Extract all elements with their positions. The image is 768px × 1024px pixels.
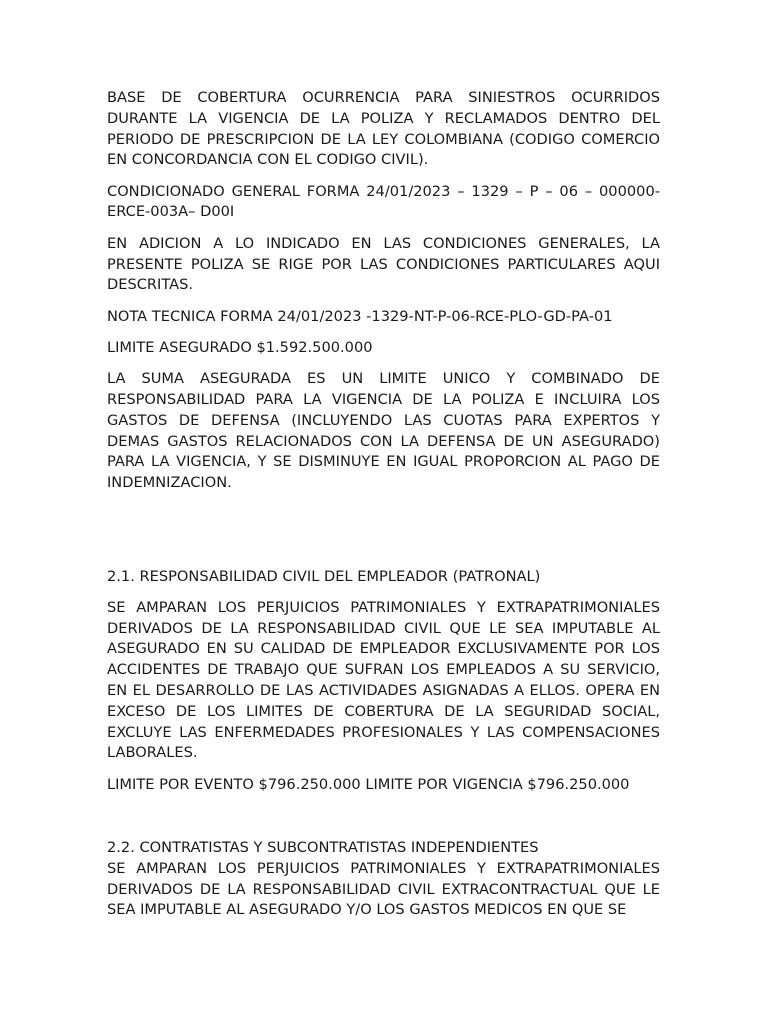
- section-2-1-body: SE AMPARAN LOS PERJUICIOS PATRIMONIALES Y EXTRAPATRIMONIALES DERIVADOS DE LA RESPONSABILIDAD CIVIL QUE LE SEA IMPUTABLE AL ASEGURADO EN SU CALIDAD DE EMPLEADOR EXCLUSIVAMENTE POR LOS ACCIDENTES DE TRABAJO QUE SUFRAN LOS EMPLEADOS A SU SERVICIO, EN EL DESARROLLO DE LAS ACTIVIDADES ASIGNADAS A ELLOS. OPERA EN EXCESO DE LOS LIMITES DE COBERTURA DE LA SEGURIDAD SOCIAL, EXCLUYE LAS ENFERMEDADES PROFESIONALES Y LAS COMPENSACIONES LABORALES.: [107, 598, 660, 762]
- section-2-2-heading: 2.2. CONTRATISTAS Y SUBCONTRATISTAS INDEPENDIENTES: [107, 839, 539, 857]
- section-2-2-body: SE AMPARAN LOS PERJUICIOS PATRIMONIALES Y EXTRAPATRIMONIALES DERIVADOS DE LA RESPONSABILIDAD CIVIL EXTRACONTRACTUAL QUE LE SEA IMPUTABLE AL ASEGURADO Y/O LOS GASTOS MEDICOS EN QUE SE: [107, 859, 660, 919]
- blank-space: [107, 806, 660, 838]
- document-page: [107, 88, 660, 932]
- coverage-basis-paragraph: BASE DE COBERTURA OCURRENCIA PARA SINIESTROS OCURRIDOS DURANTE LA VIGENCIA DE LA POLIZA Y RECLAMADOS DENTRO DEL PERIODO DE PRESCRIPCION DE LA LEY COLOMBIANA (CODIGO COMERCIO EN CONCORDANCIA CON EL CODIGO CIVIL).: [107, 89, 660, 169]
- technical-note-paragraph: NOTA TECNICA FORMA 24/01/2023 -1329-NT-P-06-RCE-PLO-GD-PA-01: [107, 307, 613, 325]
- general-conditions-form-paragraph: CONDICIONADO GENERAL FORMA 24/01/2023 – 1329 – P – 06 – 000000-ERCE-003A– D00I: [107, 182, 660, 221]
- insured-limit-paragraph: LIMITE ASEGURADO $1.592.500.000: [107, 338, 373, 356]
- particular-conditions-paragraph: EN ADICION A LO INDICADO EN LAS CONDICIONES GENERALES, LA PRESENTE POLIZA SE RIGE POR LAS CONDICIONES PARTICULARES AQUI DESCRITAS.: [107, 234, 660, 294]
- blank-space: [107, 505, 660, 567]
- section-2-1-heading: 2.1. RESPONSABILIDAD CIVIL DEL EMPLEADOR (PATRONAL): [107, 567, 541, 585]
- sum-insured-paragraph: LA SUMA ASEGURADA ES UN LIMITE UNICO Y COMBINADO DE RESPONSABILIDAD PARA LA VIGENCIA DE LA POLIZA E INCLUIRA LOS GASTOS DE DEFENSA (INCLUYENDO LAS CUOTAS PARA EXPERTOS Y DEMAS GASTOS RELACIONADOS CON LA DEFENSA DE UN ASEGURADO) PARA LA VIGENCIA, Y SE DISMINUYE EN IGUAL PROPORCION AL PAGO DE INDEMNIZACION.: [107, 370, 660, 492]
- section-2-1-limits: LIMITE POR EVENTO $796.250.000 LIMITE POR VIGENCIA $796.250.000: [107, 775, 630, 793]
